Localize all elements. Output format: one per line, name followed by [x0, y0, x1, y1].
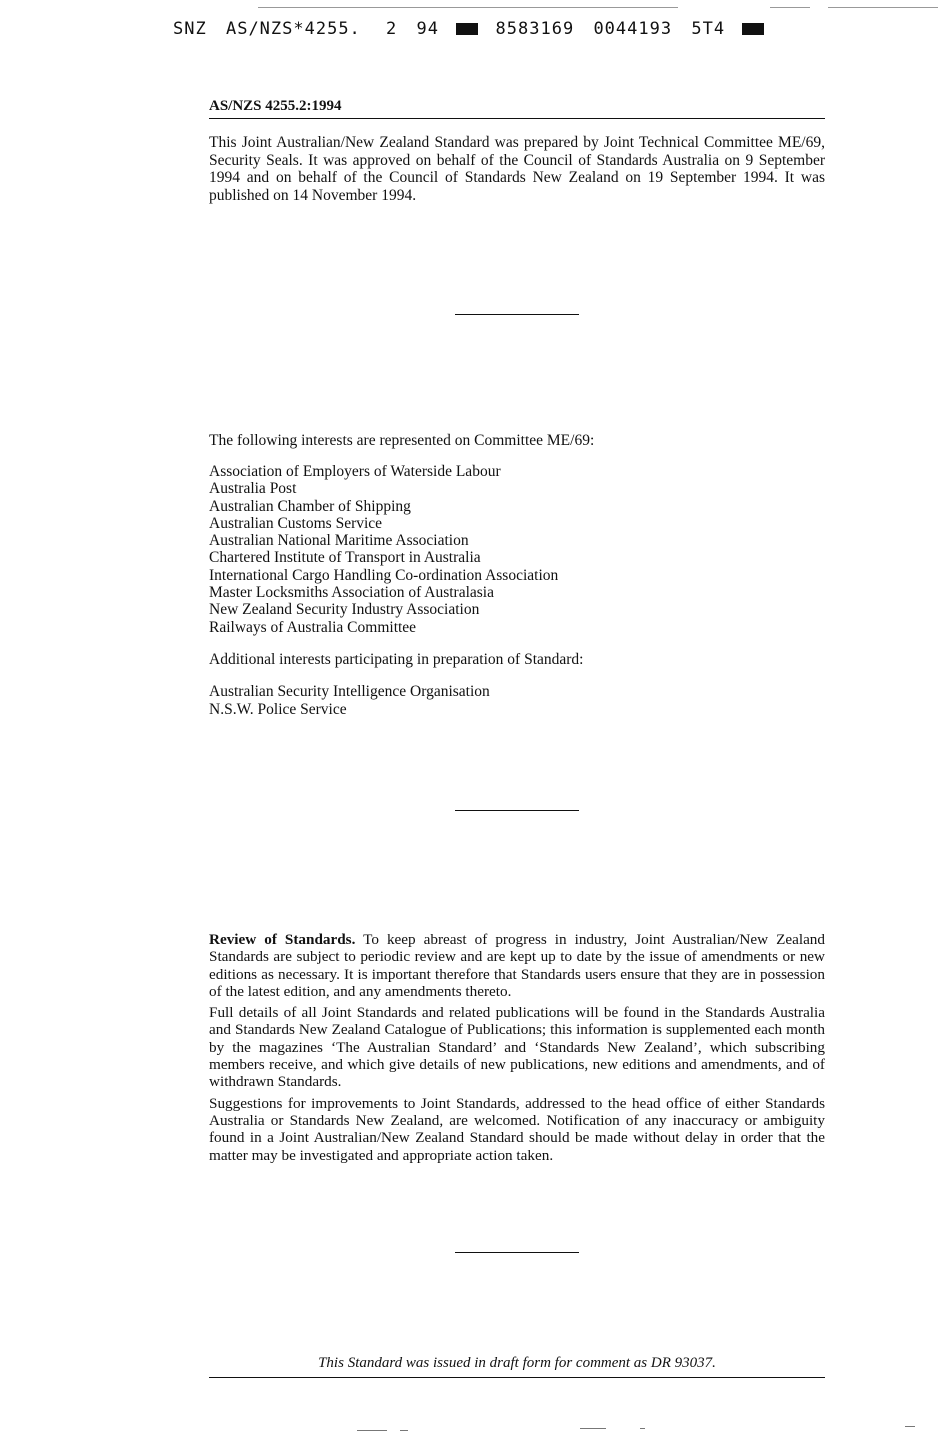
section-divider: [455, 1252, 579, 1253]
black-block-mark: [456, 23, 478, 35]
additional-interests-intro: Additional interests participating in preparation of Standard:: [209, 651, 584, 668]
list-item: Railways of Australia Committee: [209, 618, 417, 636]
review-paragraph-2: Full details of all Joint Standards and related publications will be found in the Standards Australia and Standards New Zealand Catalogue of Publications; this information is supplemented each month by the magazines ‘The Australian Standard’ and ‘Standards New Zealand’, which subscribing members receive, and which give details of new publications, new editions and amendments, and of withdrawn Standards.: [209, 1004, 825, 1091]
list-item: Australian National Maritime Association: [209, 532, 469, 550]
code-number-2: 0044193: [593, 19, 673, 39]
draft-note: This Standard was issued in draft form for comment as DR 93037.: [318, 1355, 716, 1371]
list-item: Australia Post: [209, 480, 297, 498]
section-divider: [455, 314, 579, 315]
title-rule: [209, 118, 825, 119]
scan-artifact-mark: [357, 1430, 387, 1431]
committee-member-list: [209, 463, 825, 636]
review-paragraph-1: [209, 931, 825, 1000]
scan-artifact-mark: [580, 1428, 606, 1429]
additional-interests-list: [209, 683, 825, 718]
black-block-mark: [742, 23, 764, 35]
review-of-standards-section: [209, 931, 825, 1168]
scan-artifact-mark: [640, 1428, 645, 1429]
code-designation: AS/NZS*4255.: [225, 19, 361, 39]
scan-artifact-mark: [400, 1430, 408, 1431]
list-item: Chartered Institute of Transport in Australia: [209, 549, 481, 567]
footer-rule: [209, 1377, 825, 1378]
scan-artifact-line: [770, 7, 810, 8]
code-year: 94: [416, 19, 440, 39]
intro-paragraph: This Joint Australian/New Zealand Standard was prepared by Joint Technical Committee ME/69, Security Seals. It was approved on behalf of the Council of Standards Australia on 9 September 1994 and on behalf of the Council of Standards New Zealand on 19 September 1994. It was published on 14 November 1994.: [209, 134, 825, 204]
review-paragraph-3: Suggestions for improvements to Joint Standards, addressed to the head office of either Standards Australia or Standards New Zealand, are welcomed. Notification of any inaccuracy or ambiguity found in a Joint Australian/New Zealand Standard should be made without delay in order that the matter may be investigated and appropriate action taken.: [209, 1094, 825, 1164]
code-number-1: 8583169: [495, 19, 575, 39]
code-number-3: 5T4: [691, 19, 726, 39]
scan-artifact-line: [828, 7, 938, 8]
standard-designation: AS/NZS 4255.2:1994: [209, 98, 342, 114]
list-item: New Zealand Security Industry Association: [209, 601, 480, 619]
list-item: Master Locksmiths Association of Australasia: [209, 584, 494, 602]
scan-artifact-line: [258, 7, 678, 8]
list-item: Australian Chamber of Shipping: [209, 497, 411, 515]
code-prefix: SNZ: [173, 19, 207, 39]
list-item: Australian Customs Service: [209, 514, 383, 532]
committee-intro: The following interests are represented on Committee ME/69:: [209, 432, 595, 449]
list-item: N.S.W. Police Service: [209, 700, 347, 718]
review-heading: Review of Standards.: [209, 931, 356, 948]
code-part: 2: [386, 19, 398, 39]
list-item: International Cargo Handling Co-ordination Association: [209, 566, 559, 584]
document-code-header: [173, 19, 770, 39]
section-divider: [455, 810, 579, 811]
list-item: Association of Employers of Waterside Labour: [209, 463, 501, 480]
scan-artifact-mark: [905, 1426, 915, 1427]
list-item: Australian Security Intelligence Organisation: [209, 683, 490, 700]
review-text-1: To keep abreast of progress in industry, Joint Australian/New Zealand Standards are subject to periodic review and are kept up to date by the issue of amendments or new editions as necessary. It is important therefore that Standards users ensure that they are in possession of the latest edition, and any amendments thereto.: [209, 931, 825, 1000]
